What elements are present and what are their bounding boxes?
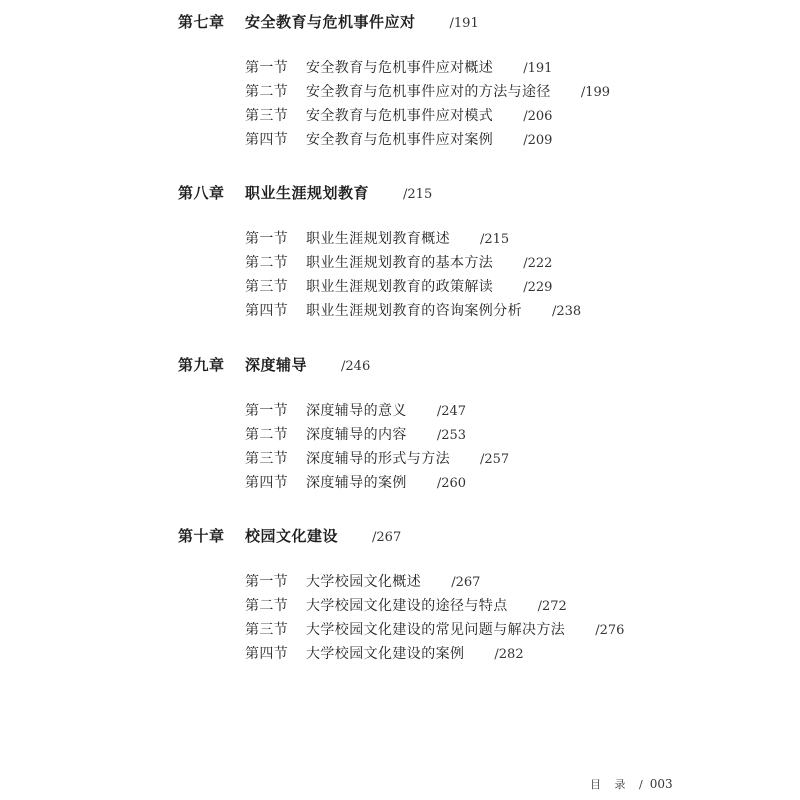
chapter-number: 第八章 [178,184,225,202]
chapter-number: 第九章 [178,356,225,374]
section-page: /282 [494,647,524,662]
section-number: 第二节 [245,427,289,443]
section-title: 大学校园文化概述 [306,574,422,590]
section-page: /222 [523,256,553,271]
section-page: /272 [537,599,567,614]
chapter-title: 职业生涯规划教育 [245,184,370,202]
chapter-number: 第七章 [178,13,225,31]
section-page: /253 [436,428,467,443]
footer-label: 目 录 / [590,778,648,791]
section-title: 安全教育与危机事件应对的方法与途径 [306,84,551,100]
chapter-heading[interactable] [178,353,370,377]
section-number: 第三节 [245,279,289,295]
section-page: /199 [580,85,611,100]
section-page: /238 [552,304,582,319]
section-number: 第四节 [245,646,289,662]
section-title: 安全教育与危机事件应对模式 [306,108,494,124]
chapter-heading[interactable] [178,181,432,205]
section-number: 第三节 [245,622,289,638]
section-number: 第一节 [245,574,289,590]
chapter-title: 校园文化建设 [245,527,339,545]
section-number: 第四节 [245,475,289,491]
page-footer [590,776,673,792]
section-title: 深度辅导的意义 [306,403,407,419]
section-number: 第二节 [245,84,289,100]
section-entry[interactable] [245,449,509,469]
section-page: /209 [523,133,553,148]
section-entry[interactable] [245,277,552,297]
section-page: /276 [595,623,625,638]
section-title: 职业生涯规划教育的基本方法 [306,255,494,271]
section-entry[interactable] [245,229,509,249]
section-entry[interactable] [245,301,581,321]
section-title: 安全教育与危机事件应对案例 [306,132,494,148]
section-entry[interactable] [245,106,552,126]
section-entry[interactable] [245,58,552,78]
section-title: 职业生涯规划教育的政策解读 [306,279,494,295]
section-entry[interactable] [245,82,610,102]
section-title: 大学校园文化建设的常见问题与解决方法 [306,622,566,638]
chapter-page: /191 [449,16,479,31]
section-title: 深度辅导的案例 [306,475,407,491]
chapter-page: /267 [372,530,402,545]
section-page: /257 [480,452,510,467]
section-entry[interactable] [245,572,480,592]
chapter-title: 安全教育与危机事件应对 [245,13,416,31]
section-title: 职业生涯规划教育概述 [306,231,450,247]
section-title: 深度辅导的形式与方法 [306,451,450,467]
section-entry[interactable] [245,425,466,445]
section-title: 大学校园文化建设的途径与特点 [306,598,508,614]
chapter-heading[interactable] [178,10,479,34]
section-number: 第一节 [245,403,289,419]
section-entry[interactable] [245,473,466,493]
section-number: 第四节 [245,132,289,148]
chapter-number: 第十章 [178,527,225,545]
chapter-title: 深度辅导 [245,356,308,374]
section-number: 第二节 [245,255,289,271]
section-entry[interactable] [245,620,624,640]
section-number: 第三节 [245,451,289,467]
section-entry[interactable] [245,401,466,421]
section-page: /247 [436,404,467,419]
section-page: /215 [480,232,510,247]
section-page: /191 [523,61,553,76]
chapter-page: /246 [341,359,371,374]
chapter-heading[interactable] [178,524,401,548]
section-entry[interactable] [245,130,552,150]
section-page: /206 [523,109,553,124]
section-entry[interactable] [245,644,524,664]
section-page: /229 [523,280,553,295]
section-page: /260 [436,476,467,491]
section-entry[interactable] [245,253,552,273]
section-number: 第一节 [245,231,289,247]
section-title: 安全教育与危机事件应对概述 [306,60,494,76]
section-number: 第一节 [245,60,289,76]
section-title: 职业生涯规划教育的咨询案例分析 [306,303,522,319]
section-number: 第二节 [245,598,289,614]
section-title: 大学校园文化建设的案例 [306,646,465,662]
section-title: 深度辅导的内容 [306,427,407,443]
section-entry[interactable] [245,596,567,616]
section-number: 第四节 [245,303,289,319]
section-number: 第三节 [245,108,289,124]
section-page: /267 [451,575,481,590]
chapter-page: /215 [403,187,433,202]
footer-page-number: 003 [649,777,673,791]
